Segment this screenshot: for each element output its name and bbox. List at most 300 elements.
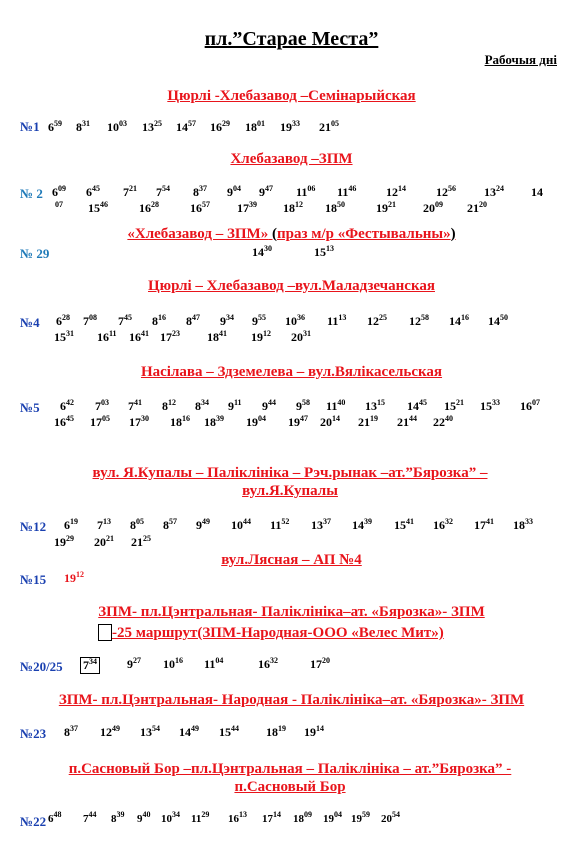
- route-29-paren-open: (: [271, 226, 277, 242]
- departure-time: [237, 201, 257, 216]
- departure-time: [162, 399, 176, 414]
- departure-hour: 16: [228, 813, 239, 825]
- departure-time: [83, 314, 97, 329]
- departure-minute: 19: [70, 517, 78, 526]
- departure-hour: 10: [107, 120, 119, 134]
- departure-hour: 20: [320, 415, 332, 429]
- departure-time: [130, 518, 144, 533]
- departure-hour: 11: [337, 185, 349, 199]
- departure-minute: 21: [129, 184, 137, 193]
- departure-minute: 05: [102, 414, 110, 423]
- departure-time: [80, 657, 100, 674]
- route-29-number: № 29: [20, 246, 50, 261]
- departure-minute: 30: [264, 244, 272, 253]
- departure-time: [467, 201, 487, 216]
- departure-hour: 19: [280, 120, 292, 134]
- departure-time: [436, 185, 456, 200]
- departure-hour: 21: [131, 535, 143, 549]
- departure-time: [64, 571, 84, 586]
- route-2-number: № 2: [20, 186, 43, 201]
- departure-hour: 8: [193, 185, 199, 199]
- departure-minute: 47: [300, 414, 308, 423]
- departure-time: [118, 314, 132, 329]
- departure-hour: 11: [270, 518, 282, 532]
- route-15-header: вул.Лясная – АП №4: [221, 552, 362, 568]
- departure-minute: 14: [316, 724, 324, 733]
- departure-hour: 17: [90, 415, 102, 429]
- departure-time: [283, 201, 303, 216]
- departure-minute: 13: [103, 517, 111, 526]
- departure-minute: 50: [337, 200, 345, 209]
- departure-time: [54, 330, 74, 345]
- departure-hour: 11: [326, 399, 338, 413]
- departure-time: [55, 201, 63, 216]
- departure-minute: 03: [119, 119, 127, 128]
- departure-time: [433, 518, 453, 533]
- departure-hour: 12: [386, 185, 398, 199]
- departure-minute: 29: [222, 119, 230, 128]
- departure-hour: 19: [351, 813, 362, 825]
- departure-hour: 13: [140, 725, 152, 739]
- departure-minute: 04: [334, 810, 342, 819]
- departure-time: [107, 120, 127, 135]
- departure-minute: 40: [142, 810, 151, 819]
- departure-time: [484, 185, 504, 200]
- departure-time: [381, 810, 400, 825]
- departure-hour: 14: [449, 314, 461, 328]
- departure-minute: 16: [158, 313, 166, 322]
- departure-minute: 54: [152, 724, 160, 733]
- departure-minute: 34: [89, 657, 97, 666]
- departure-hour: 15: [394, 518, 406, 532]
- departure-minute: 59: [362, 810, 370, 819]
- departure-minute: 20: [479, 200, 487, 209]
- departure-minute: 33: [492, 398, 500, 407]
- departure-time: [323, 810, 342, 825]
- departure-minute: 41: [406, 517, 414, 526]
- departure-time: [252, 245, 272, 260]
- departure-minute: 14: [273, 810, 281, 819]
- departure-time: [386, 185, 406, 200]
- departure-minute: 12: [263, 329, 271, 338]
- departure-minute: 27: [133, 656, 141, 665]
- departure-minute: 12: [168, 398, 176, 407]
- departure-minute: 24: [496, 184, 504, 193]
- departure-hour: 13: [142, 120, 154, 134]
- departure-hour: 14: [407, 399, 419, 413]
- departure-time: [376, 201, 396, 216]
- departure-time: [231, 518, 251, 533]
- departure-hour: 19: [288, 415, 300, 429]
- departure-minute: 12: [76, 570, 84, 579]
- departure-hour: 19: [304, 725, 316, 739]
- departure-time: [409, 314, 429, 329]
- departure-minute: 57: [169, 517, 177, 526]
- departure-minute: 44: [231, 724, 239, 733]
- departure-minute: 45: [92, 184, 100, 193]
- departure-minute: 04: [258, 414, 266, 423]
- departure-minute: 25: [154, 119, 162, 128]
- departure-hour: 9: [259, 185, 265, 199]
- departure-time: [76, 120, 90, 135]
- departure-minute: 45: [124, 313, 132, 322]
- departure-time: [326, 399, 345, 414]
- departure-time: [56, 314, 70, 329]
- departure-hour: 8: [163, 518, 169, 532]
- departure-hour: 14: [531, 185, 543, 199]
- departure-time: [352, 518, 372, 533]
- departure-minute: 44: [243, 517, 251, 526]
- departure-hour: 9: [262, 399, 268, 413]
- departure-minute: 48: [53, 810, 62, 819]
- departure-hour: 11: [204, 657, 216, 671]
- departure-minute: 39: [249, 200, 257, 209]
- departure-hour: 21: [319, 120, 331, 134]
- route-1-number: №1: [20, 119, 40, 134]
- route-20-header2: -25 маршрут(ЗПМ-Народная-ООО «Велес Мит»): [112, 625, 444, 641]
- departure-time: [246, 415, 266, 430]
- departure-hour: 11: [191, 813, 202, 825]
- departure-hour: 16: [139, 201, 151, 215]
- departure-hour: 18: [204, 415, 216, 429]
- departure-time: [129, 330, 149, 345]
- departure-time: [161, 810, 180, 825]
- departure-time: [280, 120, 300, 135]
- departure-hour: 6: [56, 314, 62, 328]
- departure-time: [97, 330, 117, 345]
- departure-hour: 21: [467, 201, 479, 215]
- departure-minute: 39: [116, 810, 125, 819]
- departure-time: [100, 725, 120, 740]
- departure-time: [64, 518, 78, 533]
- departure-hour: 8: [152, 314, 158, 328]
- departure-minute: 46: [348, 184, 357, 193]
- departure-minute: 47: [265, 184, 273, 193]
- route-20-header: ЗПМ- пл.Цэнтральная- Паліклініка–ат. «Бярозка»- ЗПМ: [98, 604, 485, 620]
- departure-hour: 18: [170, 415, 182, 429]
- departure-hour: 18: [513, 518, 525, 532]
- departure-minute: 32: [270, 656, 278, 665]
- departure-hour: 16: [190, 201, 202, 215]
- departure-hour: 9: [137, 813, 143, 825]
- departure-hour: 21: [358, 415, 370, 429]
- departure-time: [480, 399, 500, 414]
- departure-minute: 41: [141, 329, 149, 338]
- departure-minute: 23: [172, 329, 180, 338]
- departure-time: [444, 399, 464, 414]
- departure-minute: 58: [421, 313, 429, 322]
- departure-minute: 37: [323, 517, 331, 526]
- departure-time: [210, 120, 230, 135]
- departure-minute: 16: [461, 313, 469, 322]
- departure-hour: 20: [94, 535, 106, 549]
- departure-minute: 37: [70, 724, 78, 733]
- departure-minute: 15: [377, 398, 385, 407]
- departure-minute: 41: [219, 329, 227, 338]
- departure-hour: 8: [195, 399, 201, 413]
- departure-minute: 32: [445, 517, 453, 526]
- departure-time: [123, 185, 137, 200]
- departure-time: [358, 415, 378, 430]
- departure-hour: 16: [97, 330, 109, 344]
- route-12-header: вул. Я.Купалы – Паліклініка – Рэч.рынак –ат.”Бярозка” – вул.Я.Купалы: [92, 465, 488, 499]
- departure-time: [296, 185, 315, 200]
- departure-time: [285, 314, 305, 329]
- departure-hour: 15: [219, 725, 231, 739]
- departure-hour: 9: [228, 399, 234, 413]
- departure-time: [131, 535, 151, 550]
- departure-time: [513, 518, 533, 533]
- departure-hour: 8: [186, 314, 192, 328]
- departure-hour: 19: [323, 813, 334, 825]
- route-29-header: [0, 226, 583, 243]
- departure-hour: 12: [100, 725, 112, 739]
- departure-time: [140, 725, 160, 740]
- departure-time: [262, 399, 276, 414]
- departure-hour: 7: [118, 314, 124, 328]
- departure-hour: 6: [64, 518, 70, 532]
- route-1-header: Цюрлі -Хлебазавод –Семінарыйская: [167, 88, 416, 104]
- departure-time: [288, 415, 308, 430]
- route-5-header: Насілава – Здземелева – вул.Вялікасельская: [140, 364, 443, 380]
- departure-minute: 34: [172, 810, 180, 819]
- departure-time: [163, 518, 177, 533]
- departure-hour: 7: [128, 399, 134, 413]
- route-23-header: ЗПМ- пл.Цэнтральная- Народная - Паліклініка–ат. «Бярозка»- ЗПМ: [58, 692, 525, 708]
- departure-hour: 20: [291, 330, 303, 344]
- departure-hour: 20: [423, 201, 435, 215]
- departure-minute: 50: [500, 313, 508, 322]
- route-5-number: №5: [20, 400, 40, 415]
- departure-hour: 18: [266, 725, 278, 739]
- departure-time: [228, 810, 247, 825]
- departure-time: [311, 518, 331, 533]
- departure-time: [219, 725, 239, 740]
- departure-minute: 49: [191, 724, 199, 733]
- departure-time: [319, 120, 339, 135]
- departure-time: [196, 518, 210, 533]
- checkbox-icon: [98, 624, 112, 641]
- departure-hour: 19: [246, 415, 258, 429]
- departure-minute: 31: [82, 119, 90, 128]
- departure-hour: 15: [480, 399, 492, 413]
- departure-minute: 06: [307, 184, 316, 193]
- departure-minute: 44: [268, 398, 276, 407]
- departure-time: [137, 810, 151, 825]
- route-4-number: №4: [20, 315, 40, 330]
- departure-hour: 10: [161, 813, 172, 825]
- departure-hour: 15: [88, 201, 100, 215]
- departure-time: [204, 415, 224, 430]
- departure-minute: 20: [322, 656, 330, 665]
- departure-time: [139, 201, 159, 216]
- departure-time: [252, 314, 266, 329]
- departure-hour: 14: [176, 120, 188, 134]
- departure-hour: 17: [474, 518, 486, 532]
- route-29-paren-close: ): [450, 226, 456, 242]
- departure-time: [367, 314, 387, 329]
- departure-minute: 40: [445, 414, 453, 423]
- departure-hour: 9: [196, 518, 202, 532]
- departure-minute: 07: [55, 200, 63, 209]
- departure-minute: 01: [257, 119, 265, 128]
- departure-minute: 19: [370, 414, 378, 423]
- departure-hour: 18: [207, 330, 219, 344]
- departure-minute: 04: [215, 656, 224, 665]
- departure-time: [337, 185, 356, 200]
- departure-hour: 14: [352, 518, 364, 532]
- departure-minute: 46: [100, 200, 108, 209]
- departure-minute: 14: [332, 414, 340, 423]
- route-22-number: №22: [20, 814, 47, 829]
- departure-hour: 12: [436, 185, 448, 199]
- departure-hour: 6: [86, 185, 92, 199]
- departure-hour: 8: [130, 518, 136, 532]
- departure-hour: 13: [365, 399, 377, 413]
- departure-time: [97, 518, 111, 533]
- departure-time: [251, 330, 271, 345]
- departure-minute: 34: [226, 313, 234, 322]
- departure-minute: 21: [106, 534, 114, 543]
- departure-time: [245, 120, 265, 135]
- departure-minute: 42: [66, 398, 74, 407]
- departure-time: [111, 810, 125, 825]
- departure-hour: 12: [367, 314, 379, 328]
- departure-minute: 03: [101, 398, 109, 407]
- departure-minute: 55: [258, 313, 266, 322]
- departure-time: [142, 120, 162, 135]
- departure-time: [423, 201, 443, 216]
- departure-time: [293, 810, 312, 825]
- departure-minute: 31: [303, 329, 311, 338]
- departure-hour: 11: [296, 185, 308, 199]
- departure-minute: 59: [54, 119, 62, 128]
- departure-time: [327, 314, 346, 329]
- departure-hour: 8: [111, 813, 117, 825]
- route-4-header: Цюрлі – Хлебазавод –вул.Маладзечанская: [148, 278, 435, 294]
- departure-minute: 05: [331, 119, 339, 128]
- departure-hour: 19: [64, 571, 76, 585]
- departure-hour: 16: [210, 120, 222, 134]
- departure-time: [48, 810, 62, 825]
- departure-hour: 18: [325, 201, 337, 215]
- departure-minute: 11: [109, 329, 117, 338]
- departure-hour: 17: [160, 330, 172, 344]
- departure-time: [449, 314, 469, 329]
- departure-minute: 29: [201, 810, 210, 819]
- departure-time: [193, 185, 207, 200]
- departure-minute: 29: [66, 534, 74, 543]
- departure-time: [176, 120, 196, 135]
- departure-hour: 17: [262, 813, 273, 825]
- departure-hour: 9: [252, 314, 258, 328]
- departure-hour: 11: [327, 314, 339, 328]
- departure-hour: 9: [220, 314, 226, 328]
- departure-minute: 37: [199, 184, 207, 193]
- departure-hour: 16: [129, 330, 141, 344]
- departure-time: [259, 185, 273, 200]
- departure-time: [129, 415, 149, 430]
- departure-hour: 10: [285, 314, 297, 328]
- departure-minute: 25: [379, 313, 387, 322]
- departure-time: [190, 201, 210, 216]
- departure-hour: 7: [95, 399, 101, 413]
- departure-hour: 7: [83, 658, 89, 672]
- departure-hour: 17: [129, 415, 141, 429]
- departure-hour: 10: [231, 518, 243, 532]
- departure-hour: 12: [409, 314, 421, 328]
- departure-time: [170, 415, 190, 430]
- departure-time: [191, 810, 210, 825]
- departure-minute: 12: [295, 200, 303, 209]
- departure-hour: 13: [484, 185, 496, 199]
- departure-time: [83, 810, 97, 825]
- departure-minute: 44: [88, 810, 97, 819]
- departure-minute: 49: [112, 724, 120, 733]
- departure-minute: 58: [302, 398, 310, 407]
- departure-minute: 14: [398, 184, 406, 193]
- departure-hour: 16: [258, 657, 270, 671]
- departure-time: [54, 535, 74, 550]
- departure-hour: 7: [97, 518, 103, 532]
- departure-hour: 19: [376, 201, 388, 215]
- departure-time: [163, 657, 183, 672]
- departure-time: [296, 399, 310, 414]
- departure-minute: 19: [278, 724, 286, 733]
- departure-hour: 15: [314, 245, 326, 259]
- departure-minute: 44: [409, 414, 417, 423]
- route-12-number: №12: [20, 519, 47, 534]
- departure-minute: 52: [281, 517, 290, 526]
- departure-time: [351, 810, 370, 825]
- departure-hour: 20: [381, 813, 392, 825]
- departure-time: [156, 185, 170, 200]
- departure-minute: 21: [456, 398, 464, 407]
- departure-time: [394, 518, 414, 533]
- departure-hour: 15: [54, 330, 66, 344]
- departure-minute: 39: [364, 517, 372, 526]
- departure-time: [95, 399, 109, 414]
- departure-hour: 18: [245, 120, 257, 134]
- departure-hour: 14: [252, 245, 264, 259]
- departure-minute: 39: [216, 414, 224, 423]
- departure-time: [179, 725, 199, 740]
- departure-time: [227, 185, 241, 200]
- departure-minute: 36: [297, 313, 305, 322]
- departure-hour: 7: [83, 314, 89, 328]
- departure-time: [127, 657, 141, 672]
- departure-time: [52, 185, 66, 200]
- departure-hour: 14: [179, 725, 191, 739]
- departure-minute: 09: [304, 810, 312, 819]
- departure-minute: 54: [392, 810, 400, 819]
- departure-hour: 6: [52, 185, 58, 199]
- departure-time: [488, 314, 508, 329]
- departure-minute: 04: [233, 184, 241, 193]
- departure-hour: 18: [293, 813, 304, 825]
- departure-time: [266, 725, 286, 740]
- departure-hour: 8: [162, 399, 168, 413]
- departure-hour: 16: [54, 415, 66, 429]
- departure-minute: 13: [239, 810, 247, 819]
- departure-time: [186, 314, 200, 329]
- departure-time: [270, 518, 289, 533]
- departure-minute: 05: [136, 517, 144, 526]
- departure-minute: 54: [162, 184, 170, 193]
- departure-minute: 57: [202, 200, 210, 209]
- departure-hour: 13: [311, 518, 323, 532]
- departure-hour: 6: [60, 399, 66, 413]
